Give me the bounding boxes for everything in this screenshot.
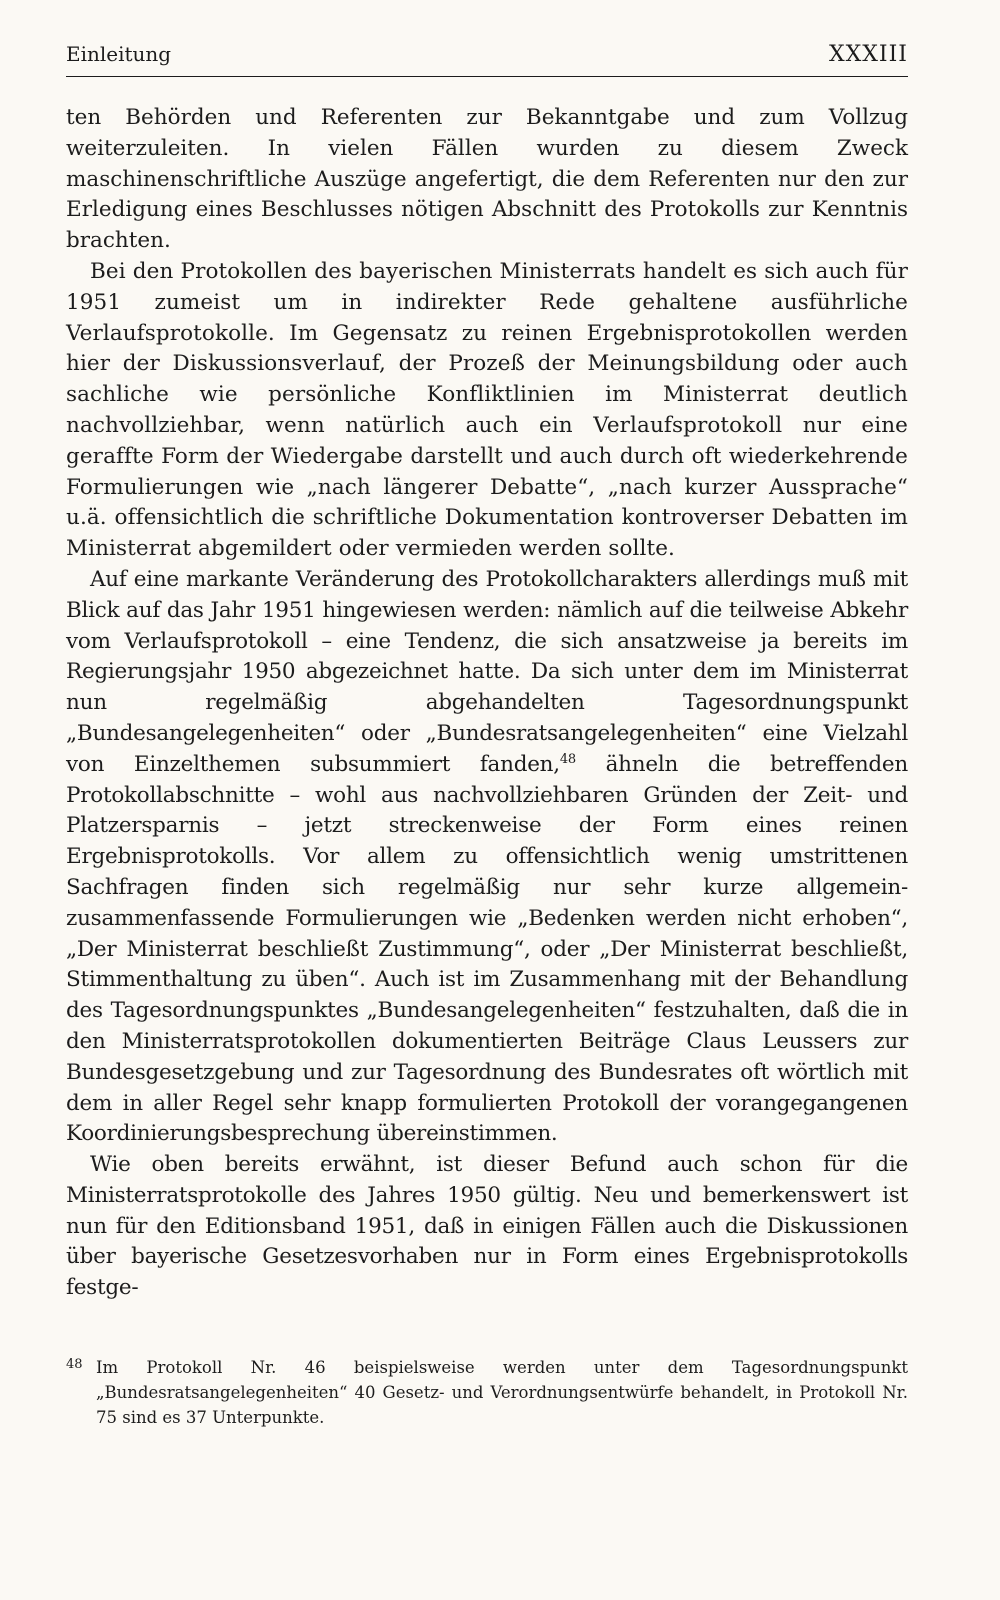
footnote-48 [66, 1352, 908, 1430]
footnote-reference-48[interactable]: 48 [559, 751, 576, 767]
paragraph-1: ten Behörden und Referenten zur Bekanntgabe und zum Vollzug weiterzuleiten. In vielen Fällen wurden zu diesem Zweck maschinenschriftliche Auszüge angefertigt, die dem Referenten nur den zur Erledigung eines Beschlusses nötigen Abschnitt des Protokolls zur Kenntnis brachten. [66, 105, 908, 254]
body-text [66, 103, 908, 1304]
page-number: XXXIII [828, 42, 908, 67]
paragraph-3-part-2: ähneln die betreffenden Protokollabschnitte – wohl aus nachvollziehbaren Gründen der Zeit- und Platzersparnis – jetzt streckenweise der Form eines reinen Ergebnisprotokolls. Vor allem zu offensichtlich wenig umstrittenen Sachfragen finden sich regelmäßig nur sehr kurze allgemein-zusammenfassende Formulierungen wie „Bedenken werden nicht erhoben“, „Der Ministerrat beschließt Zustimmung“, oder „Der Ministerrat beschließt, Stimmenthaltung zu üben“. Auch ist im Zusammenhang mit der Behandlung des Tagesordnungspunktes „Bundesangelegenheiten“ festzuhalten, daß die in den Ministerratsprotokollen dokumentierten Beiträge Claus Leussers zur Bundesgesetzgebung und zur Tagesordnung des Bundesrates oft wörtlich mit dem in aller Regel sehr knapp formulierten Protokoll der vorangegangenen Koordinierungsbesprechung übereinstimmen. [66, 751, 908, 1147]
header-rule [66, 76, 908, 77]
paragraph-4: Wie oben bereits erwähnt, ist dieser Befund auch schon für die Ministerratsprotokolle des Jahres 1950 gültig. Neu und bemerkenswert ist nun für den Editionsband 1951, daß in einigen Fällen auch die Diskussionen über bayerische Gesetzesvorhaben nur in Form eines Ergebnisprotokolls festge- [66, 1152, 908, 1301]
running-header [66, 42, 908, 67]
paragraph-2: Bei den Protokollen des bayerischen Ministerrats handelt es sich auch für 1951 zumeist um in indirekter Rede gehaltene ausführliche Verlaufsprotokolle. Im Gegensatz zu reinen Ergebnisprotokollen werden hier der Diskussionsverlauf, der Prozeß der Meinungsbildung oder auch sachliche wie persönliche Konfliktlinien im Ministerrat deutlich nachvollziehbar, wenn natürlich auch ein Verlaufsprotokoll nur eine geraffte Form der Wiedergabe darstellt und auch durch oft wiederkehrende Formulierungen wie „nach längerer Debatte“, „nach kurzer Aussprache“ u.ä. offensichtlich die schriftliche Dokumentation kontroverser Debatten im Ministerrat abgemildert oder vermieden werden sollte. [66, 258, 908, 562]
footnote-number: 48 [66, 1357, 83, 1372]
paragraph-3 [66, 565, 908, 1150]
paragraph-3-part-1: Auf eine markante Veränderung des Protokollcharakters allerdings muß mit Blick auf das Jahr 1951 hingewiesen werden: nämlich auf die teilweise Abkehr vom Verlaufsprotokoll – eine Tendenz, die sich ansatzweise ja bereits im Regierungsjahr 1950 abgezeichnet hatte. Da sich unter dem im Ministerrat nun regelmäßig abgehandelten Tagesordnungspunkt „Bundesangelegenheiten“ oder „Bundesratsangelegenheiten“ eine Vielzahl von Einzelthemen subsummiert fanden, [66, 566, 908, 777]
section-title: Einleitung [66, 42, 172, 66]
footnote-text: Im Protokoll Nr. 46 beispielsweise werden unter dem Tagesordnungspunkt „Bundesratsangelegenheiten“ 40 Gesetz- und Verordnungsentwürfe behandelt, in Protokoll Nr. 75 sind es 37 Unterpunkte. [96, 1358, 908, 1427]
